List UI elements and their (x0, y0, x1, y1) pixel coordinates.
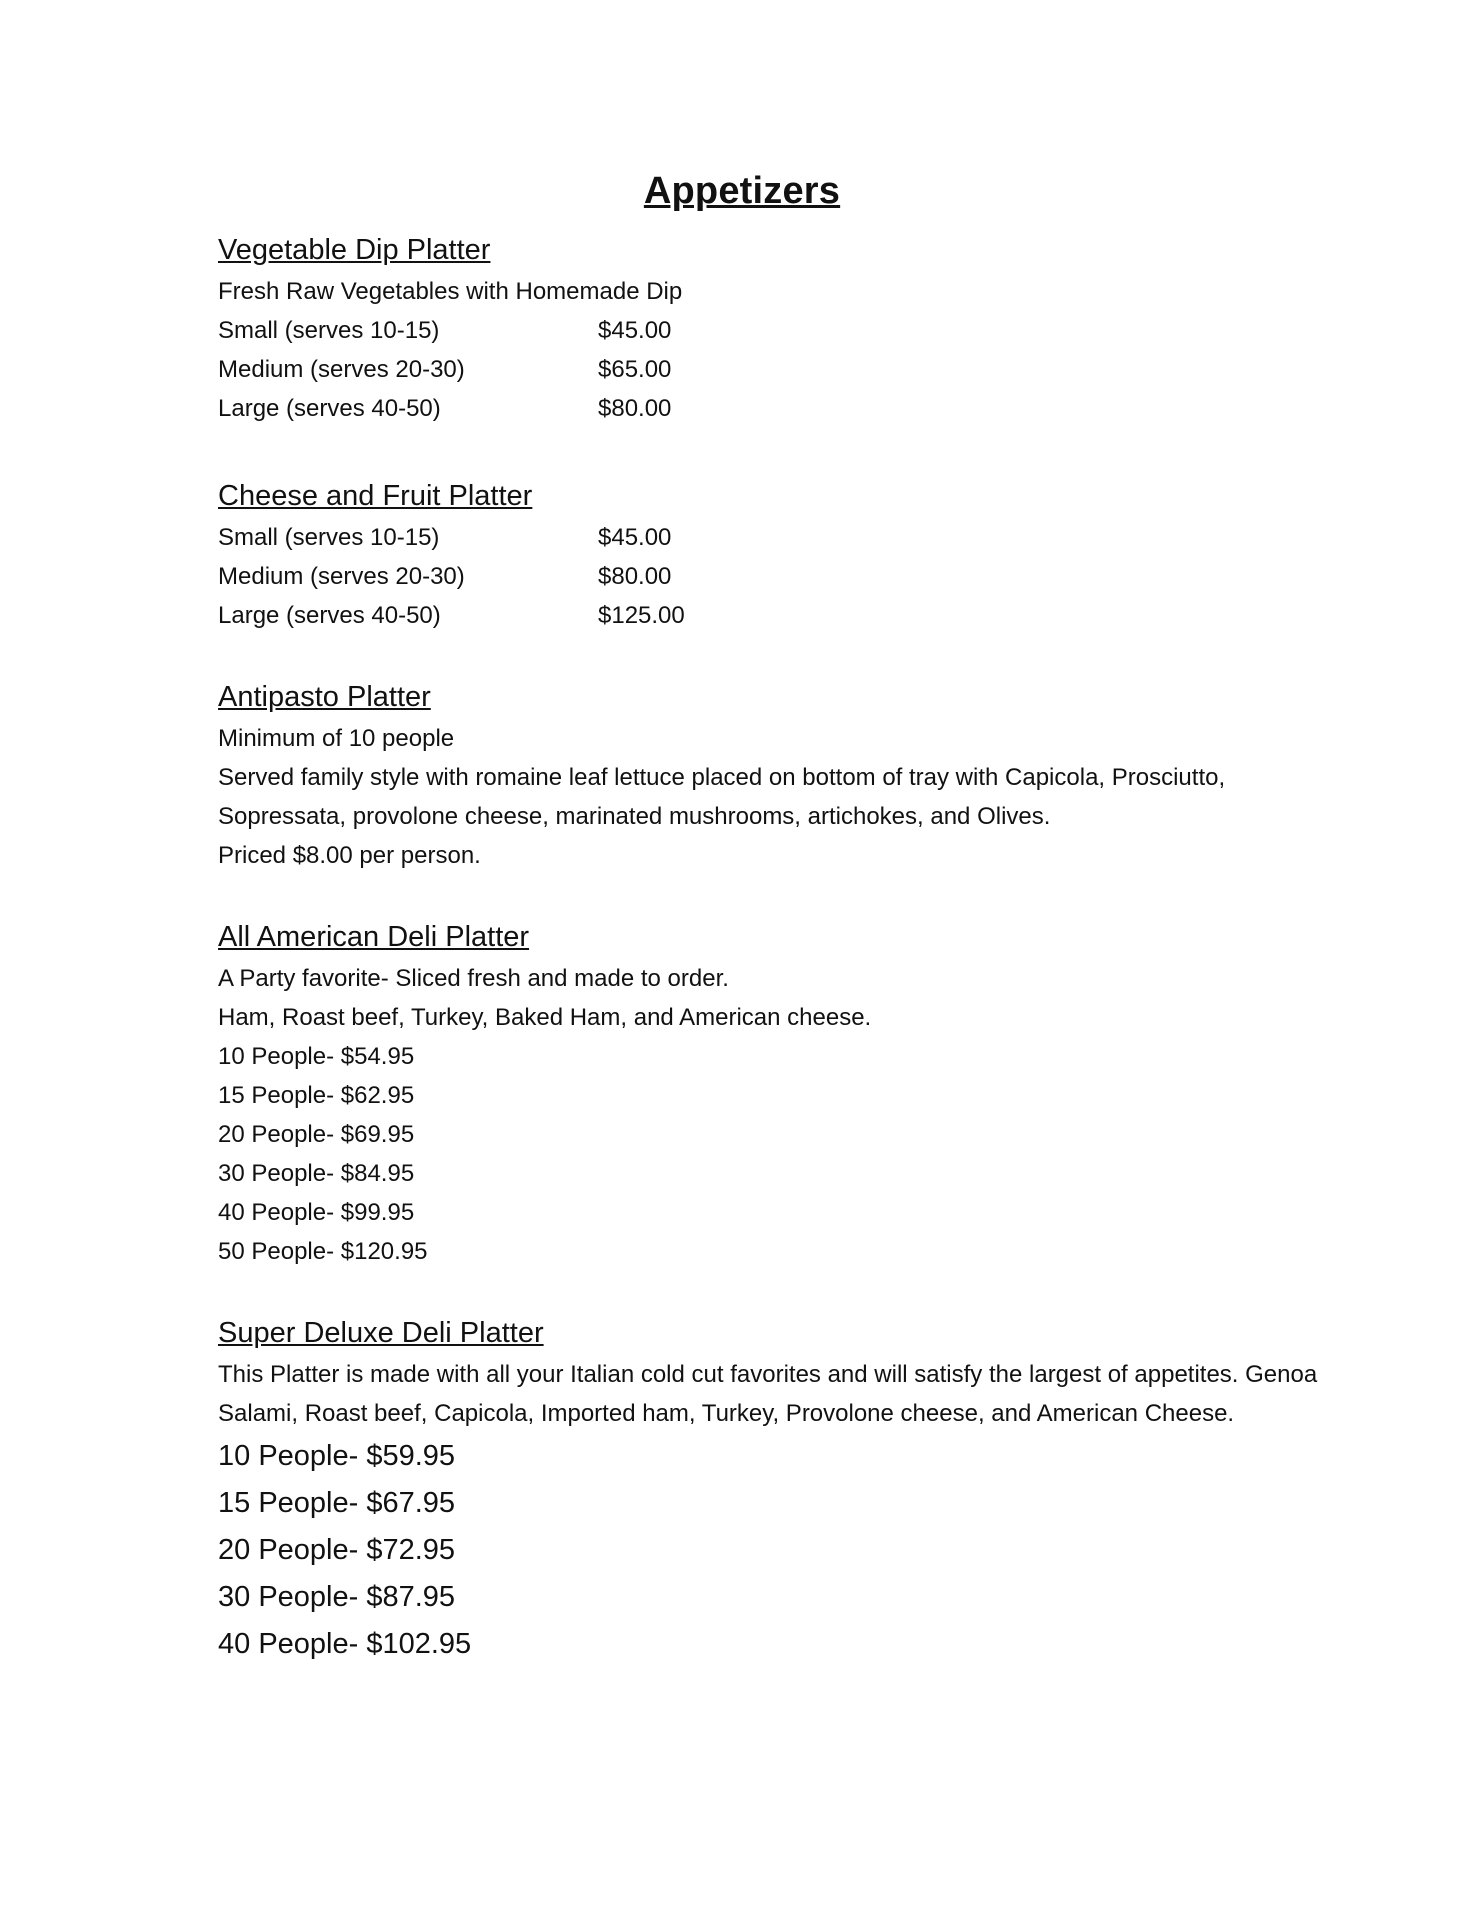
size-label: Large (serves 40-50) (218, 602, 441, 629)
price-line: 10 People- $54.95 (218, 1043, 415, 1070)
tagline: A Party favorite- Sliced fresh and made to order. (218, 965, 729, 992)
section-title: Super Deluxe Deli Platter (218, 1317, 544, 1349)
price-note: Priced $8.00 per person. (218, 842, 481, 869)
size-row (218, 350, 1358, 389)
section-description: Served family style with romaine leaf lettuce placed on bottom of tray with Capicola, Prosciutto, Sopressata, provolone cheese, marinated mushrooms, artichokes, and Olives. (218, 764, 1226, 830)
size-label: Small (serves 10-15) (218, 524, 440, 551)
section-description: Fresh Raw Vegetables with Homemade Dip (218, 278, 683, 305)
price-line: 20 People- $69.95 (218, 1121, 415, 1148)
section-title: Cheese and Fruit Platter (218, 480, 533, 512)
size-price: $45.00 (598, 524, 672, 551)
size-price: $125.00 (598, 602, 685, 629)
section-super-deluxe-deli-platter (218, 1311, 1358, 1668)
menu-content (218, 228, 1358, 1668)
page-title: Appetizers (643, 170, 841, 212)
price-line: 15 People- $67.95 (218, 1487, 456, 1519)
price-line: 40 People- $102.95 (218, 1628, 472, 1660)
size-label: Medium (serves 20-30) (218, 356, 465, 383)
price-line: 30 People- $87.95 (218, 1581, 456, 1613)
price-line: 50 People- $120.95 (218, 1238, 428, 1265)
ingredients: Ham, Roast beef, Turkey, Baked Ham, and American cheese. (218, 1004, 872, 1031)
section-vegetable-dip-platter (218, 228, 1358, 428)
section-cheese-and-fruit-platter (218, 474, 1358, 635)
section-title: Vegetable Dip Platter (218, 234, 491, 266)
minimum-note: Minimum of 10 people (218, 725, 455, 752)
size-row (218, 518, 1358, 557)
size-row (218, 557, 1358, 596)
size-row (218, 596, 1358, 635)
size-label: Medium (serves 20-30) (218, 563, 465, 590)
section-title: Antipasto Platter (218, 681, 431, 713)
price-line: 30 People- $84.95 (218, 1160, 415, 1187)
size-label: Large (serves 40-50) (218, 395, 441, 422)
price-line: 20 People- $72.95 (218, 1534, 456, 1566)
size-row (218, 311, 1358, 350)
size-price: $80.00 (598, 395, 672, 422)
section-antipasto-platter (218, 675, 1358, 875)
size-label: Small (serves 10-15) (218, 317, 440, 344)
price-line: 40 People- $99.95 (218, 1199, 415, 1226)
section-all-american-deli-platter (218, 915, 1358, 1271)
section-description: This Platter is made with all your Italian cold cut favorites and will satisfy the largest of appetites. Genoa Salami, Roast beef, Capicola, Imported ham, Turkey, Provolone cheese, and American Cheese. (218, 1361, 1318, 1427)
size-price: $45.00 (598, 317, 672, 344)
size-price: $65.00 (598, 356, 672, 383)
section-title: All American Deli Platter (218, 921, 530, 953)
size-price: $80.00 (598, 563, 672, 590)
price-line: 15 People- $62.95 (218, 1082, 415, 1109)
price-line: 10 People- $59.95 (218, 1440, 456, 1472)
size-row (218, 389, 1358, 428)
